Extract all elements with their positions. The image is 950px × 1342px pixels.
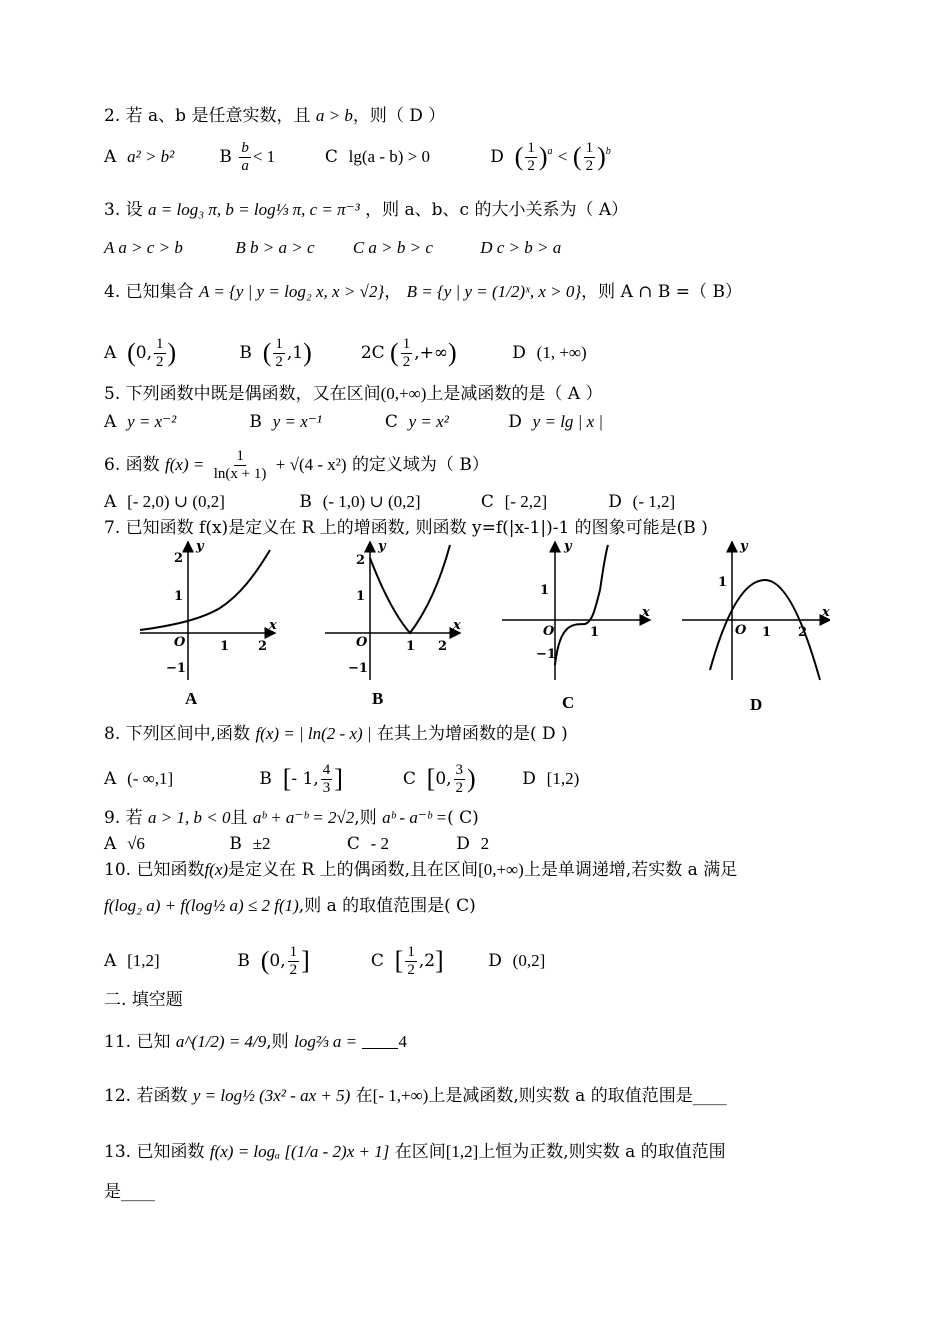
question-11: 11. 已知 a^(1/2) = 4/9,则 log⅔ a = 4 [104, 1032, 407, 1052]
svg-text:O: O [735, 623, 747, 638]
question-4: 4. 已知集合 A = {y | y = log₂ x, x > √2}， B = {y | y = (1/2)ˣ, x > 0}，则 A ∩ B =（ B） [104, 282, 742, 302]
answer-blank [362, 1032, 398, 1049]
svg-text:2: 2 [798, 625, 808, 640]
graph-a [140, 540, 277, 708]
svg-text:O: O [356, 635, 368, 650]
svg-text:y: y [378, 540, 386, 554]
question-7: 7. 已知函数 f(x)是定义在 R 上的增函数, 则函数 y=f(|x-1|)-1 的图象可能是(B ) [104, 518, 708, 538]
svg-text:1: 1 [220, 639, 230, 654]
question-3-options: A a > c > b B b > a > c C a > b > c D c > b > a [104, 238, 562, 257]
svg-text:O: O [174, 635, 186, 650]
svg-text:2: 2 [174, 551, 184, 566]
question-8-options: A (- ∞,1] B [- 1, $\frac{4}{3}$ ] C [0, $\frac{3}{2}$ ) D [1,2) [104, 762, 580, 796]
question-13: 13. 已知函数 f(x) = logₐ [(1/a - 2)x + 1] 在区间[1,2]上恒为正数,则实数 a 的取值范围 [104, 1142, 726, 1162]
svg-text:1: 1 [762, 625, 772, 640]
question-2: 2. 若 a、b 是任意实数，且 a > b，则（ D ） [104, 106, 446, 126]
question-10-condition: f(log₂ a) + f(log½ a) ≤ 2 f(1),则 a 的取值范围是( C) [104, 896, 476, 916]
svg-text:y: y [740, 540, 748, 554]
question-5: 5. 下列函数中既是偶函数，又在区间(0,+∞)上是减函数的是（ A ） [104, 384, 603, 404]
question-12: 12. 若函数 y = log½ (3x² - ax + 5) 在[- 1,+∞)上是减函数,则实数 a 的取值范围是____ [104, 1086, 727, 1106]
question-4-options: A (0, $\frac{1}{2}$ ) B ( $\frac{1}{2}$ ,1) 2C ( $\frac{1}{2}$ ,+∞) D (1, +∞) [104, 336, 587, 370]
svg-text:1: 1 [540, 583, 550, 598]
question-9-options: A √6 B ±2 C - 2 D 2 [104, 834, 490, 854]
svg-text:−1: −1 [348, 661, 368, 676]
question-13-cont: 是____ [104, 1182, 155, 1202]
graph-d-label: D [750, 695, 763, 714]
question-5-options: A y = x⁻² B y = x⁻¹ C y = x² D y = lg | x | [104, 412, 604, 432]
svg-text:y: y [196, 540, 204, 554]
graph-d [682, 540, 830, 714]
svg-text:1: 1 [718, 575, 728, 590]
question-2-options: A a² > b² B $\frac{b}{a}$ < 1 C lg(a - b) > 0 D ( $\frac{1}{2}$ )$^a$ < ( $\frac{1}{2}$ )$^b$ [104, 140, 611, 174]
svg-text:x: x [822, 605, 830, 620]
svg-text:−1: −1 [536, 647, 556, 662]
graph-a-label: A [185, 689, 198, 708]
question-10-options: A [1,2] B (0, $\frac{1}{2}$ ] C [ $\frac{1}{2}$ ,2] D (0,2] [104, 944, 546, 978]
question-3: 3. 设 a = log₃ π, b = log⅓ π, c = π⁻³ ，则 a、b、c 的大小关系为（ A） [104, 200, 629, 220]
svg-text:y: y [564, 540, 572, 554]
question-6-options: A [- 2,0) ∪ (0,2] B (- 1,0) ∪ (0,2] C [- 2,2] D (- 1,2] [104, 492, 676, 512]
graph-b-label: B [372, 689, 384, 708]
svg-text:2: 2 [356, 553, 366, 568]
svg-text:x: x [453, 618, 461, 633]
svg-text:x: x [642, 605, 650, 620]
question-9: 9. 若 a > 1, b < 0且 aᵇ + a⁻ᵇ = 2√2,则 aᵇ - a⁻ᵇ =( C) [104, 808, 479, 828]
graph-c [502, 540, 650, 712]
question-10: 10. 已知函数f(x)是定义在 R 上的偶函数,且在区间[0,+∞)上是单调递增,若实数 a 满足 [104, 860, 738, 880]
graph-c-label: C [562, 693, 575, 712]
question-6: 6. 函数 f(x) = $\frac{1}{\ln(x + 1)}$ + √(4 - x²) 的定义域为（ B） [104, 448, 489, 482]
svg-text:−1: −1 [166, 661, 186, 676]
svg-text:x: x [269, 618, 277, 633]
svg-text:2: 2 [438, 639, 448, 654]
svg-text:1: 1 [356, 589, 366, 604]
svg-text:1: 1 [406, 639, 416, 654]
graph-b [325, 540, 461, 708]
q7-graphs [130, 540, 830, 720]
svg-text:2: 2 [258, 639, 268, 654]
svg-text:1: 1 [174, 589, 184, 604]
question-8: 8. 下列区间中,函数 f(x) = | ln(2 - x) | 在其上为增函数的是( D ) [104, 724, 568, 744]
svg-text:1: 1 [590, 625, 600, 640]
svg-text:O: O [543, 624, 555, 639]
section-fill-in: 二. 填空题 [104, 990, 183, 1010]
